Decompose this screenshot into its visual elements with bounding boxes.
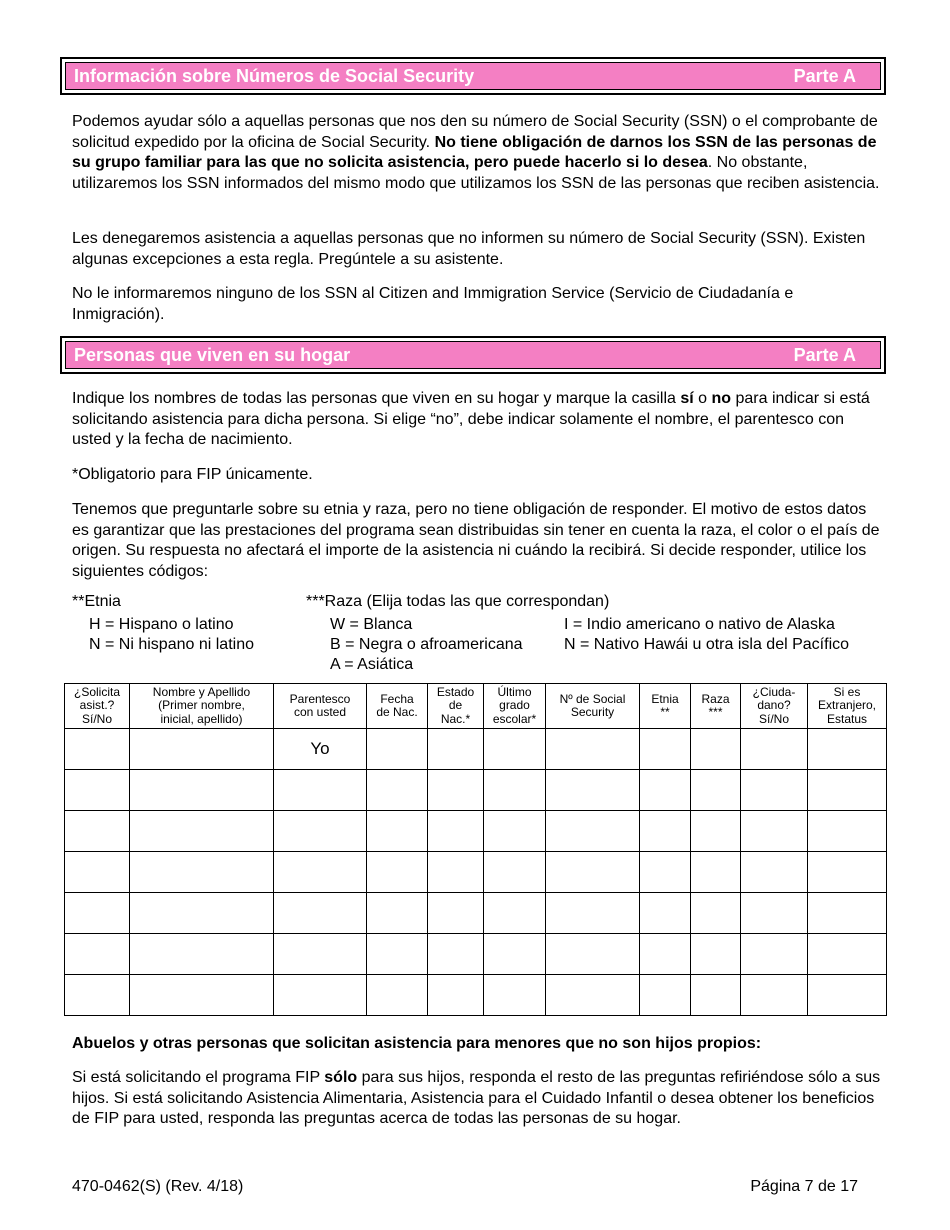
cell-col-grade[interactable] <box>484 852 546 893</box>
cell-col-birth-date[interactable] <box>367 729 428 770</box>
cell-col-ethnicity[interactable] <box>640 893 691 934</box>
cell-col-ssn[interactable] <box>546 852 640 893</box>
cell-col-grade[interactable] <box>484 729 546 770</box>
cell-col-alien-status[interactable] <box>808 770 887 811</box>
cell-col-citizen[interactable] <box>741 893 808 934</box>
cell-col-citizen[interactable] <box>741 975 808 1016</box>
table-header-row <box>65 684 887 729</box>
cell-col-grade[interactable] <box>484 770 546 811</box>
ethnicity-code-h: H = Hispano o latino <box>89 616 234 633</box>
cell-col-ssn[interactable] <box>546 975 640 1016</box>
cell-col-birth-date[interactable] <box>367 975 428 1016</box>
cell-col-race[interactable] <box>691 811 741 852</box>
cell-col-citizen[interactable] <box>741 729 808 770</box>
cell-col-alien-status[interactable] <box>808 975 887 1016</box>
cell-col-name[interactable] <box>130 852 274 893</box>
cell-col-citizen[interactable] <box>741 811 808 852</box>
header-col-ssn: Nº de Social Security <box>546 684 640 729</box>
cell-col-race[interactable] <box>691 852 741 893</box>
grandparents-heading: Abuelos y otras personas que solicitan asistencia para menores que no son hijos propios: <box>72 1035 762 1052</box>
cell-col-applying[interactable] <box>65 975 130 1016</box>
cell-col-ethnicity[interactable] <box>640 852 691 893</box>
cell-col-grade[interactable] <box>484 893 546 934</box>
cell-col-birth-date[interactable] <box>367 811 428 852</box>
cell-col-relationship[interactable] <box>274 934 367 975</box>
cell-col-birth-state[interactable] <box>428 729 484 770</box>
header-col-applying: ¿Solicita asist.? Sí/No <box>65 684 130 729</box>
cell-col-name[interactable] <box>130 729 274 770</box>
ethnicity-codes-title: **Etnia <box>72 593 121 610</box>
cell-col-ssn[interactable] <box>546 770 640 811</box>
race-code-w: W = Blanca <box>330 616 413 633</box>
header-col-grade: Último grado escolar* <box>484 684 546 729</box>
cell-col-alien-status[interactable] <box>808 729 887 770</box>
cell-col-race[interactable] <box>691 934 741 975</box>
cell-col-birth-date[interactable] <box>367 934 428 975</box>
cell-col-applying[interactable] <box>65 852 130 893</box>
cell-col-name[interactable] <box>130 811 274 852</box>
cell-col-birth-state[interactable] <box>428 975 484 1016</box>
cell-col-ethnicity[interactable] <box>640 975 691 1016</box>
ethnicity-code-n: N = Ni hispano ni latino <box>89 636 254 653</box>
page-number: Página 7 de 17 <box>750 1178 858 1195</box>
table-row <box>65 975 887 1016</box>
cell-col-ssn[interactable] <box>546 729 640 770</box>
cell-col-applying[interactable] <box>65 770 130 811</box>
ssn-section-part: Parte A <box>793 65 856 86</box>
cell-col-relationship[interactable] <box>274 975 367 1016</box>
cell-col-birth-state[interactable] <box>428 934 484 975</box>
cell-col-ethnicity[interactable] <box>640 770 691 811</box>
table-row <box>65 770 887 811</box>
table-row <box>65 934 887 975</box>
race-code-n: N = Nativo Hawái u otra isla del Pacífico <box>564 636 850 653</box>
household-members-table <box>64 683 887 1016</box>
cell-col-applying[interactable] <box>65 893 130 934</box>
cell-col-citizen[interactable] <box>741 934 808 975</box>
race-code-i: I = Indio americano o nativo de Alaska <box>564 616 835 633</box>
cell-col-alien-status[interactable] <box>808 852 887 893</box>
cell-col-ssn[interactable] <box>546 811 640 852</box>
cell-col-citizen[interactable] <box>741 770 808 811</box>
cell-col-citizen[interactable] <box>741 852 808 893</box>
header-col-ethnicity: Etnia ** <box>640 684 691 729</box>
cell-col-relationship[interactable] <box>274 811 367 852</box>
cell-col-name[interactable] <box>130 770 274 811</box>
cell-col-birth-date[interactable] <box>367 893 428 934</box>
ssn-paragraph-1: Podemos ayudar sólo a aquellas personas que nos den su número de Social Security (SSN) o el comprobante de solicitud expedido por la oficina de Social Security. No tiene obligación de darnos los SSN de las personas de su grupo familiar para las que no solicita asistencia, pero puede hacerlo si lo desea. No obstante, utilizaremos los SSN informados del mismo modo que utilizamos los SSN de las personas que reciben asistencia. <box>72 113 880 192</box>
cell-col-name[interactable] <box>130 975 274 1016</box>
cell-col-relationship[interactable] <box>274 852 367 893</box>
header-col-race: Raza *** <box>691 684 741 729</box>
cell-col-race[interactable] <box>691 893 741 934</box>
race-code-b: B = Negra o afroamericana <box>330 636 523 653</box>
form-number: 470-0462(S) (Rev. 4/18) <box>72 1178 244 1195</box>
cell-col-birth-date[interactable] <box>367 770 428 811</box>
cell-col-ssn[interactable] <box>546 893 640 934</box>
cell-col-name[interactable] <box>130 934 274 975</box>
cell-col-ethnicity[interactable] <box>640 729 691 770</box>
race-codes-title: ***Raza (Elija todas las que correspondan) <box>306 593 610 610</box>
household-section-header <box>60 336 886 374</box>
header-col-name: Nombre y Apellido (Primer nombre, inicial, apellido) <box>130 684 274 729</box>
cell-col-alien-status[interactable] <box>808 893 887 934</box>
ethnicity-race-paragraph: Tenemos que preguntarle sobre su etnia y raza, pero no tiene obligación de responder. El motivo de estos datos es garantizar que las prestaciones del programa sean distribuidas sin tener en cuenta la raza, el color o el país de origen. Su respuesta no afectará el importe de la asistencia ni cuándo la recibirá. Si decide responder, utilice los siguientes códigos: <box>72 501 880 580</box>
cell-col-birth-state[interactable] <box>428 893 484 934</box>
header-col-citizen: ¿Ciuda- dano? Sí/No <box>741 684 808 729</box>
cell-col-applying[interactable] <box>65 811 130 852</box>
cell-col-grade[interactable] <box>484 934 546 975</box>
header-col-birth-date: Fecha de Nac. <box>367 684 428 729</box>
race-codes-right <box>564 615 849 655</box>
cell-col-race[interactable] <box>691 975 741 1016</box>
fip-required-note: *Obligatorio para FIP únicamente. <box>72 466 313 483</box>
cell-col-relationship[interactable]: Yo <box>274 729 367 770</box>
cell-col-alien-status[interactable] <box>808 811 887 852</box>
household-section-title: Personas que viven en su hogar <box>74 344 351 365</box>
header-col-relationship: Parentesco con usted <box>274 684 367 729</box>
cell-col-birth-state[interactable] <box>428 811 484 852</box>
table-row <box>65 729 887 770</box>
race-code-a: A = Asiática <box>330 656 414 673</box>
header-col-birth-state: Estado de Nac.* <box>428 684 484 729</box>
cell-col-race[interactable] <box>691 770 741 811</box>
cell-col-applying[interactable] <box>65 729 130 770</box>
table-row <box>65 893 887 934</box>
cell-col-ethnicity[interactable] <box>640 934 691 975</box>
household-paragraph-1: Indique los nombres de todas las personas que viven en su hogar y marque la casilla sí o no para indicar si está solicitando asistencia para dicha persona. Si elige “no”, debe indicar solamente el nombre, el parentesco con usted y la fecha de nacimiento. <box>72 390 870 448</box>
cell-col-alien-status[interactable] <box>808 934 887 975</box>
cell-col-relationship[interactable] <box>274 770 367 811</box>
cell-col-birth-state[interactable] <box>428 770 484 811</box>
cell-col-birth-date[interactable] <box>367 852 428 893</box>
ssn-section-title: Información sobre Números de Social Security <box>74 65 475 86</box>
cell-col-grade[interactable] <box>484 975 546 1016</box>
cell-col-race[interactable] <box>691 729 741 770</box>
grandparents-paragraph: Si está solicitando el programa FIP sólo para sus hijos, responda el resto de las preguntas refiriéndose sólo a sus hijos. Si está solicitando Asistencia Alimentaria, Asistencia para el Cuidado Infantil o desea obtener los beneficios de FIP para usted, responda las preguntas acerca de todas las personas de su hogar. <box>72 1069 881 1127</box>
cell-col-name[interactable] <box>130 893 274 934</box>
cell-col-applying[interactable] <box>65 934 130 975</box>
cell-col-grade[interactable] <box>484 811 546 852</box>
ssn-paragraph-3: No le informaremos ninguno de los SSN al Citizen and Immigration Service (Servicio de Ciudadanía e Inmigración). <box>72 285 794 323</box>
ssn-paragraph-2: Les denegaremos asistencia a aquellas personas que no informen su número de Social Security (SSN). Existen algunas excepciones a esta regla. Pregúntele a su asistente. <box>72 230 866 268</box>
cell-col-ssn[interactable] <box>546 934 640 975</box>
ssn-section-header <box>60 57 886 95</box>
ethnicity-codes <box>72 592 254 655</box>
cell-col-relationship[interactable] <box>274 893 367 934</box>
cell-col-birth-state[interactable] <box>428 852 484 893</box>
table-row <box>65 852 887 893</box>
household-section-part: Parte A <box>793 344 856 365</box>
header-col-alien-status: Si es Extranjero, Estatus <box>808 684 887 729</box>
table-row <box>65 811 887 852</box>
cell-col-ethnicity[interactable] <box>640 811 691 852</box>
